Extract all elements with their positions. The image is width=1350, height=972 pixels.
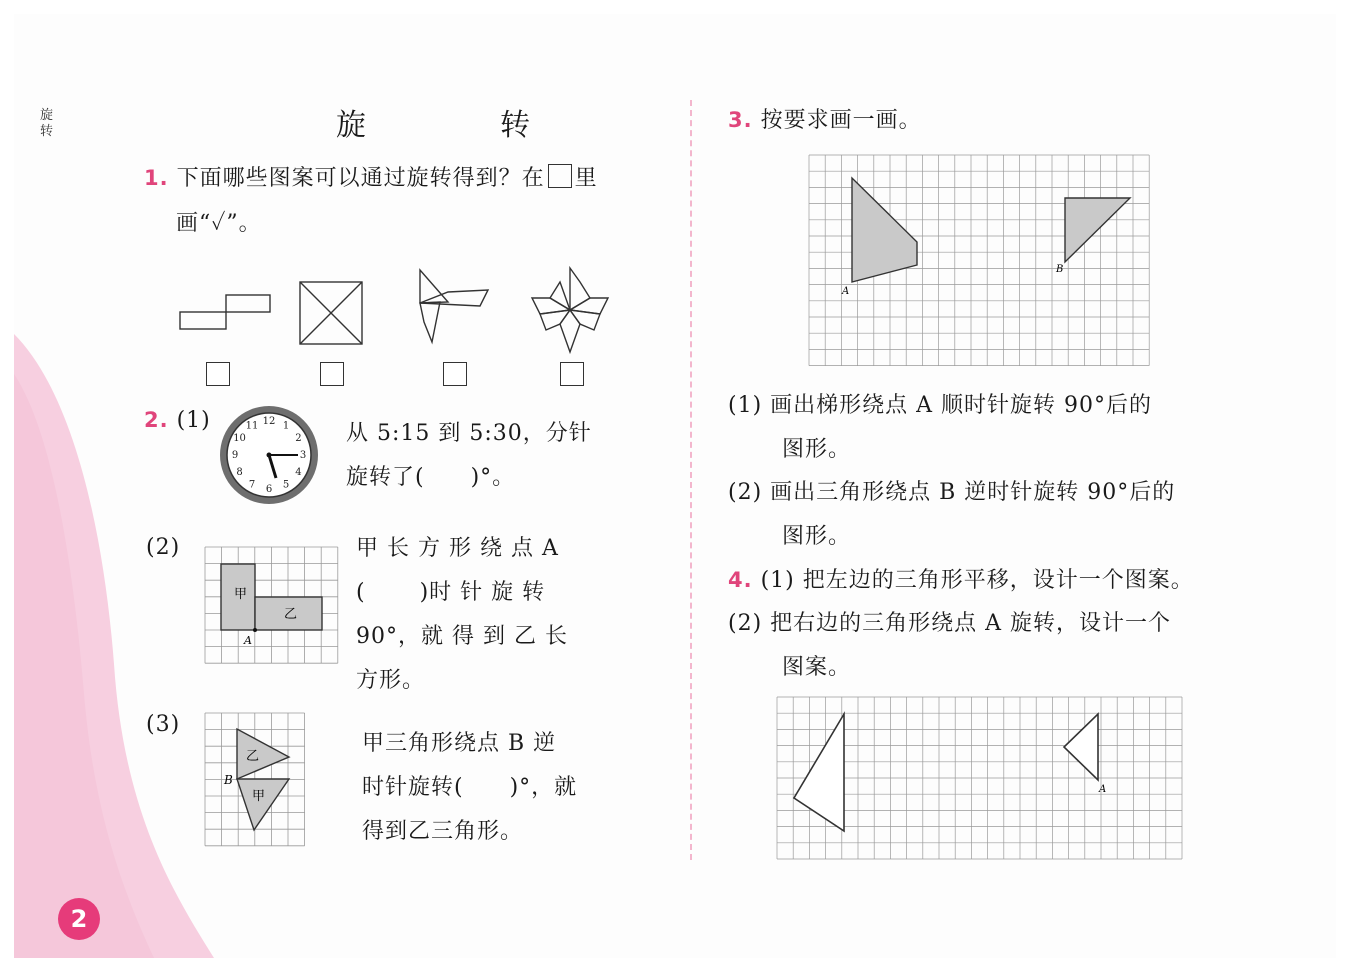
q4-line2: (2) 把右边的三角形绕点 A 旋转，设计一个: [728, 611, 1172, 636]
answer-checkbox-1[interactable]: [206, 362, 230, 386]
square-x-pattern: [300, 282, 362, 344]
clock-numeral: 12: [262, 416, 276, 427]
q3-2-line2: 图形。: [782, 524, 852, 549]
q2-3-line1: 甲三角形绕点 B 逆: [362, 731, 557, 756]
q2-2-label: (2): [146, 535, 181, 560]
clock-numeral: 10: [233, 433, 246, 444]
star-rhombus-pattern: [532, 268, 608, 352]
q3-2-line1: (2) 画出三角形绕点 B 逆时针旋转 90°后的: [728, 480, 1176, 505]
clock-numeral: 7: [248, 479, 256, 491]
left-triangle: [794, 714, 844, 831]
page-number: 2: [58, 898, 100, 940]
trapezoid-shape: [852, 178, 917, 282]
q4-grid-figure: [776, 696, 1186, 868]
q1-figures: [170, 262, 620, 362]
svg-text:A: A: [1099, 784, 1107, 795]
q2-2-line4: 方形。: [356, 668, 426, 693]
answer-checkbox-2[interactable]: [320, 362, 344, 386]
q2-1-line1: 从 5:15 到 5:30，分针: [346, 421, 592, 446]
svg-text:甲: 甲: [252, 789, 266, 804]
clock-icon: [218, 404, 320, 506]
triangle-pinwheel-pattern: [420, 270, 488, 342]
page-divider: [690, 100, 692, 860]
q2-1-line2: 旋转了( )°。: [346, 465, 516, 490]
q2-3-label: (3): [146, 712, 181, 737]
svg-text:A: A: [842, 286, 850, 297]
q4-line3: 图案。: [782, 655, 852, 680]
answer-checkbox-4[interactable]: [560, 362, 584, 386]
clock-numeral: 3: [299, 450, 307, 461]
answer-checkbox-3[interactable]: [443, 362, 467, 386]
right-triangle: [1064, 714, 1098, 780]
q3-1-line2: 图形。: [782, 437, 852, 462]
q3-grid-figure: [808, 154, 1154, 372]
q2-3-line2: 时针旋转( )°，就: [362, 775, 578, 800]
clock-numeral: 4: [295, 467, 302, 478]
clock-numeral: 8: [236, 467, 243, 478]
clock-numeral: 6: [265, 484, 273, 495]
clock-numeral: 9: [231, 450, 239, 461]
q2-2-line3: 90°，就 得 到 乙 长: [356, 624, 568, 649]
clock-numeral: 1: [282, 420, 290, 432]
q1-line2: 画“✓”。: [176, 211, 262, 236]
rect-pattern-1: [180, 312, 226, 329]
clock-numeral: 11: [245, 420, 259, 432]
q3-header: 3. 按要求画一画。: [728, 108, 922, 133]
q2-3-line3: 得到乙三角形。: [362, 819, 524, 844]
q4-line1: 4. (1) 把左边的三角形平移，设计一个图案。: [728, 568, 1194, 593]
q2-2-line2: ( )时 针 旋 转: [356, 580, 546, 605]
q2-3-grid-figure: [204, 712, 308, 848]
side-label: 旋 转: [40, 108, 54, 139]
q2-header: 2. (1): [144, 408, 211, 433]
q3-1-line1: (1) 画出梯形绕点 A 顺时针旋转 90°后的: [728, 393, 1153, 418]
q1-line1: 1. 下面哪些图案可以通过旋转得到？在 里: [144, 166, 598, 191]
q2-2-grid-figure: [204, 546, 346, 666]
answer-box-sample: [548, 164, 572, 188]
q2-2-line1: 甲 长 方 形 绕 点 A: [356, 536, 559, 561]
clock-numeral: 2: [295, 433, 302, 444]
svg-text:B: B: [1056, 264, 1064, 275]
svg-text:乙: 乙: [246, 749, 260, 764]
svg-text:乙: 乙: [284, 607, 298, 622]
clock-numeral: 5: [282, 479, 290, 491]
svg-text:B: B: [224, 773, 233, 787]
page-title: 旋 转: [336, 108, 582, 143]
svg-text:甲: 甲: [234, 587, 248, 602]
rect-pattern-2: [226, 295, 270, 312]
svg-text:A: A: [244, 634, 252, 647]
